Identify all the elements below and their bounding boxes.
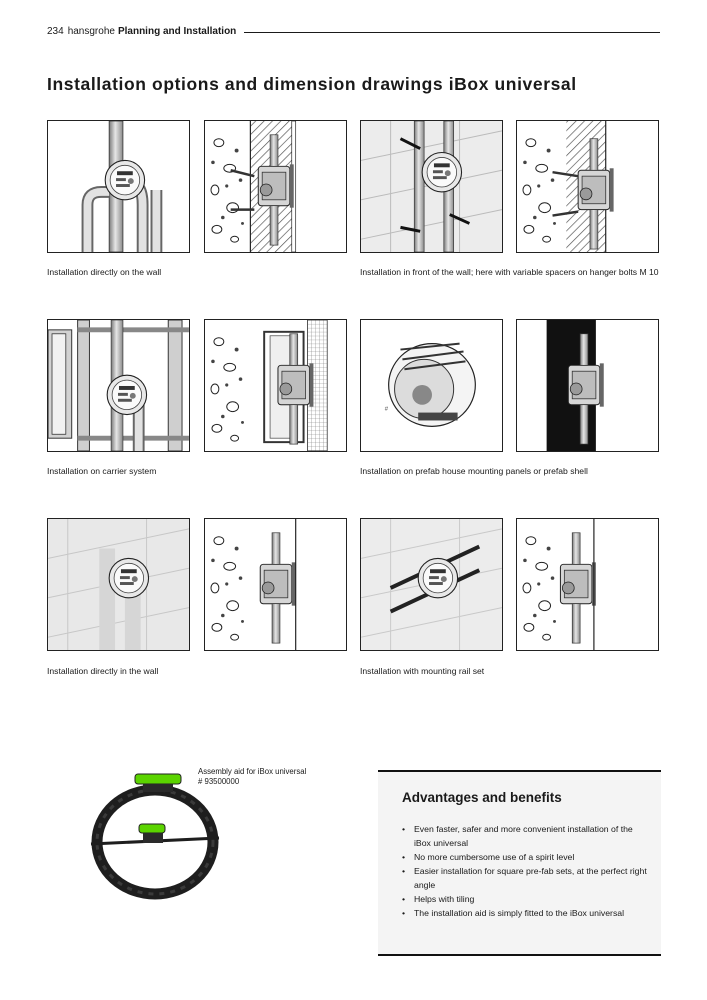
benefit-item: • Helps with tiling xyxy=(402,892,652,906)
header-rule xyxy=(244,32,660,33)
dimension-drawing-mounting-rail xyxy=(516,518,659,651)
assembly-aid-caption xyxy=(198,767,318,787)
caption-wall-mounted: Installation directly on the wall xyxy=(47,267,162,277)
page-header xyxy=(47,24,660,38)
dimension-drawing-prefab-panel xyxy=(516,319,659,452)
illustration-in-wall xyxy=(47,518,190,651)
illustration-carrier-system xyxy=(47,319,190,452)
dimension-drawing-in-wall xyxy=(204,518,347,651)
illustration-wall-mounted-pipes xyxy=(47,120,190,253)
section-title: Planning and Installation xyxy=(117,25,237,37)
assembly-aid-article: # 93500000 xyxy=(198,777,240,786)
benefit-item: • No more cumbersome use of a spirit level xyxy=(402,850,652,864)
caption-in-wall: Installation directly in the wall xyxy=(47,666,159,676)
dimension-drawing-wall-mounted xyxy=(204,120,347,253)
benefit-item: • Easier installation for square pre-fab sets, at the perfect right angle xyxy=(402,864,652,892)
benefits-heading: Advantages and benefits xyxy=(402,790,562,805)
dimension-drawing-carrier-system xyxy=(204,319,347,452)
brand-name: hansgrohe xyxy=(67,25,115,37)
caption-prefab-panel: Installation on prefab house mounting panels or prefab shell xyxy=(360,466,588,476)
caption-mounting-rail: Installation with mounting rail set xyxy=(360,666,485,676)
page-title: Installation options and dimension drawings iBox universal xyxy=(47,74,577,94)
dimension-drawing-front-of-wall xyxy=(516,120,659,253)
caption-carrier-system: Installation on carrier system xyxy=(47,466,157,476)
benefits-box xyxy=(378,770,661,956)
illustration-prefab-panel xyxy=(360,319,503,452)
svg-text:#: # xyxy=(384,406,388,413)
illustration-mounting-rail xyxy=(360,518,503,651)
benefit-item: • Even faster, safer and more convenient installation of the iBox universal xyxy=(402,822,652,850)
benefits-list xyxy=(402,822,652,920)
benefit-item: • The installation aid is simply fitted to the iBox universal xyxy=(402,906,652,920)
page-number: 234 xyxy=(47,25,64,37)
illustration-front-of-wall-spacers xyxy=(360,120,503,253)
assembly-aid-label: Assembly aid for iBox universal xyxy=(198,767,307,776)
caption-front-of-wall: Installation in front of the wall; here with variable spacers on hanger bolts M 10 xyxy=(360,267,659,277)
